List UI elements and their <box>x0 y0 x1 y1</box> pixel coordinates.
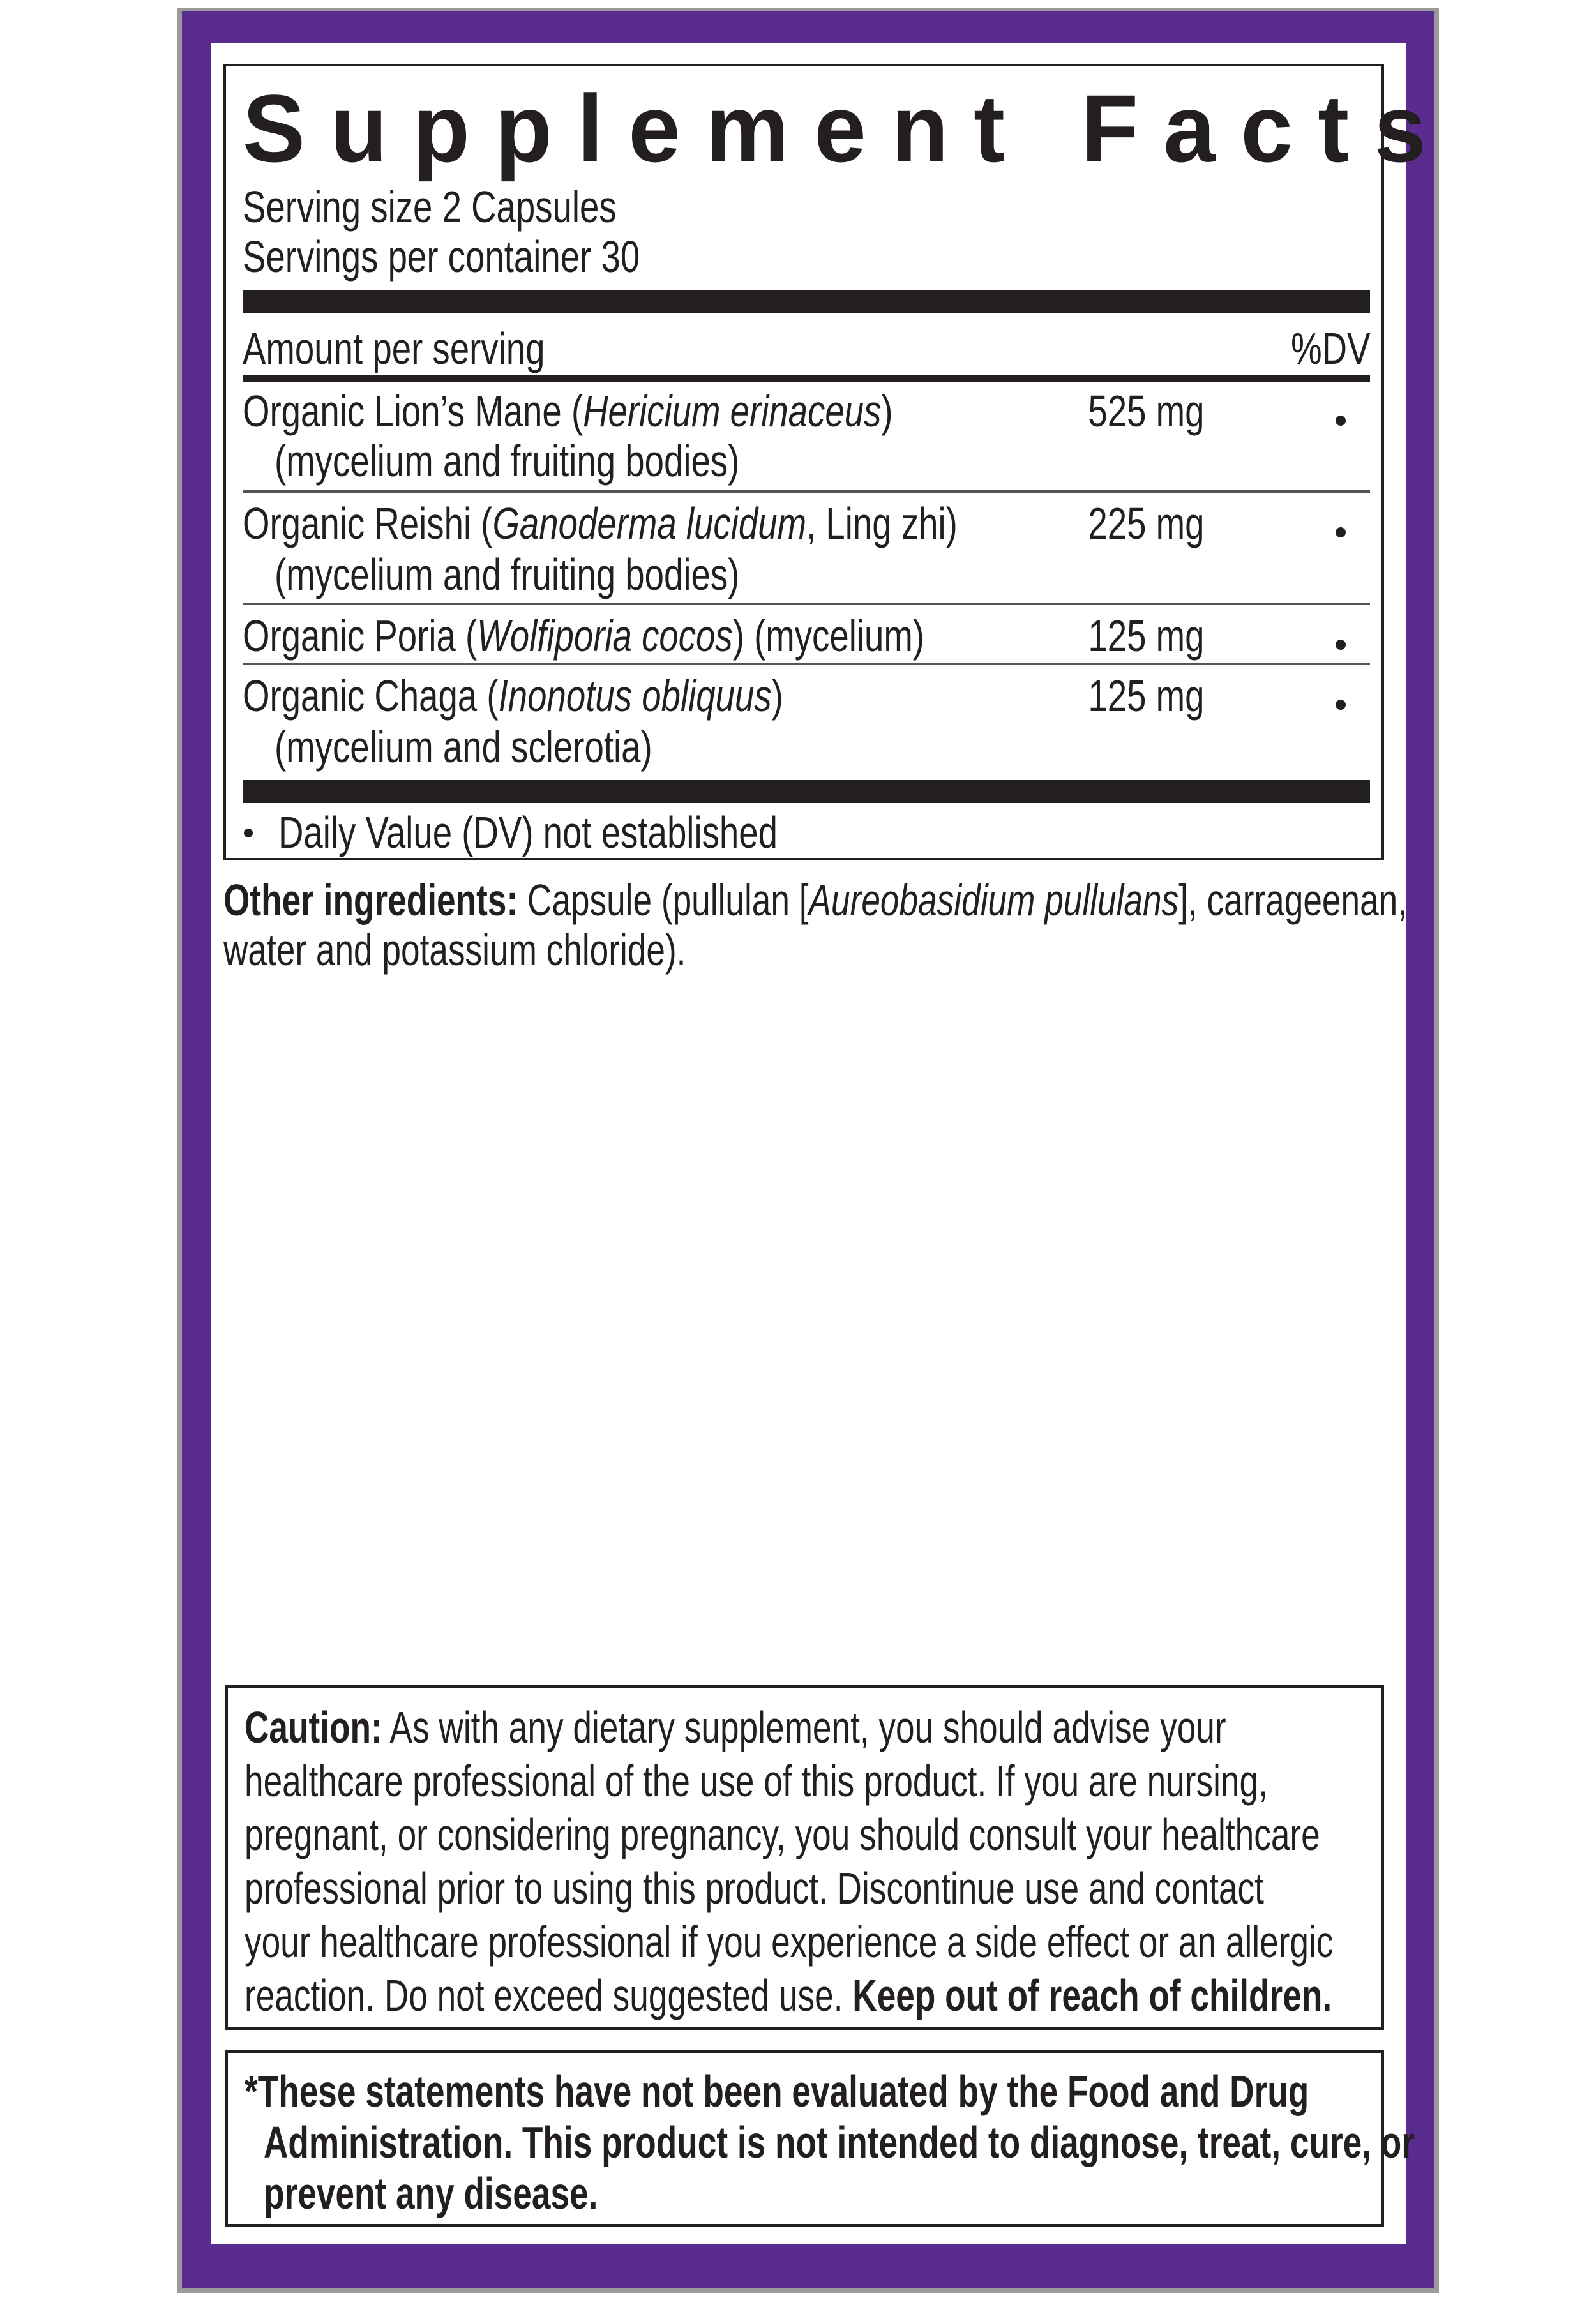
supplement-facts-panel <box>223 64 1452 860</box>
caution-line-2: healthcare professional of the use of this product. If you are nursing, <box>245 1756 1268 1806</box>
ingredient-row-1-amount: 525 mg <box>1087 386 1204 436</box>
caution-box <box>225 1685 1384 2030</box>
caution-line-3: pregnant, or considering pregnancy, you should consult your healthcare <box>245 1810 1320 1859</box>
ingredient-row-1-dv-bullet <box>1336 416 1346 426</box>
footnote-bullet-icon <box>244 829 253 837</box>
header-dv: %DV <box>1290 324 1370 373</box>
header-amount-per-serving: Amount per serving <box>243 324 545 373</box>
caution-line-5: your healthcare professional if you experience a side effect or an allergic <box>245 1917 1334 1967</box>
ingredient-row-4-note: (mycelium and sclerotia) <box>275 722 652 772</box>
ingredient-row-2-note: (mycelium and fruiting bodies) <box>275 550 740 599</box>
ingredient-row-3-amount: 125 mg <box>1087 611 1204 661</box>
medium-divider <box>243 375 1370 382</box>
ingredient-row-2-name: Organic Reishi (Ganoderma lucidum, Ling zhi) <box>243 499 958 548</box>
ingredient-row-4-name: Organic Chaga (Inonotus obliquus) <box>243 671 783 721</box>
ingredient-row-2-dv-bullet <box>1336 527 1346 537</box>
thick-divider <box>243 290 1370 313</box>
fda-line-3: prevent any disease. <box>264 2168 598 2218</box>
ingredient-row-2-amount: 225 mg <box>1087 499 1204 548</box>
row-divider <box>243 663 1370 665</box>
caution-label: Caution: <box>245 1702 382 1752</box>
ingredient-row-3-dv-bullet <box>1336 640 1346 650</box>
row-divider <box>243 490 1370 493</box>
fda-line-2: Administration. This product is not intended to diagnose, treat, cure, or <box>264 2117 1415 2167</box>
ingredient-row-1-note: (mycelium and fruiting bodies) <box>275 436 740 486</box>
ingredient-row-3-name: Organic Poria (Wolfiporia cocos) (mycelium) <box>243 611 925 661</box>
row-divider <box>243 603 1370 605</box>
ingredient-row-4-dv-bullet <box>1336 700 1346 710</box>
ingredient-row-4-amount: 125 mg <box>1087 671 1204 721</box>
thick-divider-bottom <box>243 780 1370 803</box>
fda-line-1: *These statements have not been evaluated by the Food and Drug <box>245 2066 1309 2116</box>
caution-line-4: professional prior to using this product. Discontinue use and contact <box>245 1863 1264 1913</box>
keep-out-of-reach-warning: Keep out of reach of children. <box>852 1971 1332 2020</box>
other-ingredients-label: Other ingredients: <box>223 875 518 925</box>
dv-footnote: Daily Value (DV) not established <box>278 807 778 857</box>
caution-line-1: Caution: As with any dietary supplement, you should advise your <box>245 1702 1226 1752</box>
other-ingredients-line-2: water and potassium chloride). <box>223 925 686 975</box>
fda-disclaimer-box <box>225 2050 1415 2227</box>
serving-size: Serving size 2 Capsules <box>243 182 617 232</box>
servings-per-container: Servings per container 30 <box>243 232 640 282</box>
other-ingredients-line-1: Other ingredients: Capsule (pullulan [Aureobasidium pullulans], carrageenan, <box>223 875 1408 925</box>
caution-line-6: reaction. Do not exceed suggested use. Keep out of reach of children. <box>245 1971 1332 2020</box>
facts-title: Supplement Facts <box>243 75 1452 182</box>
ingredient-row-1-name: Organic Lion’s Mane (Hericium erinaceus) <box>243 386 893 436</box>
